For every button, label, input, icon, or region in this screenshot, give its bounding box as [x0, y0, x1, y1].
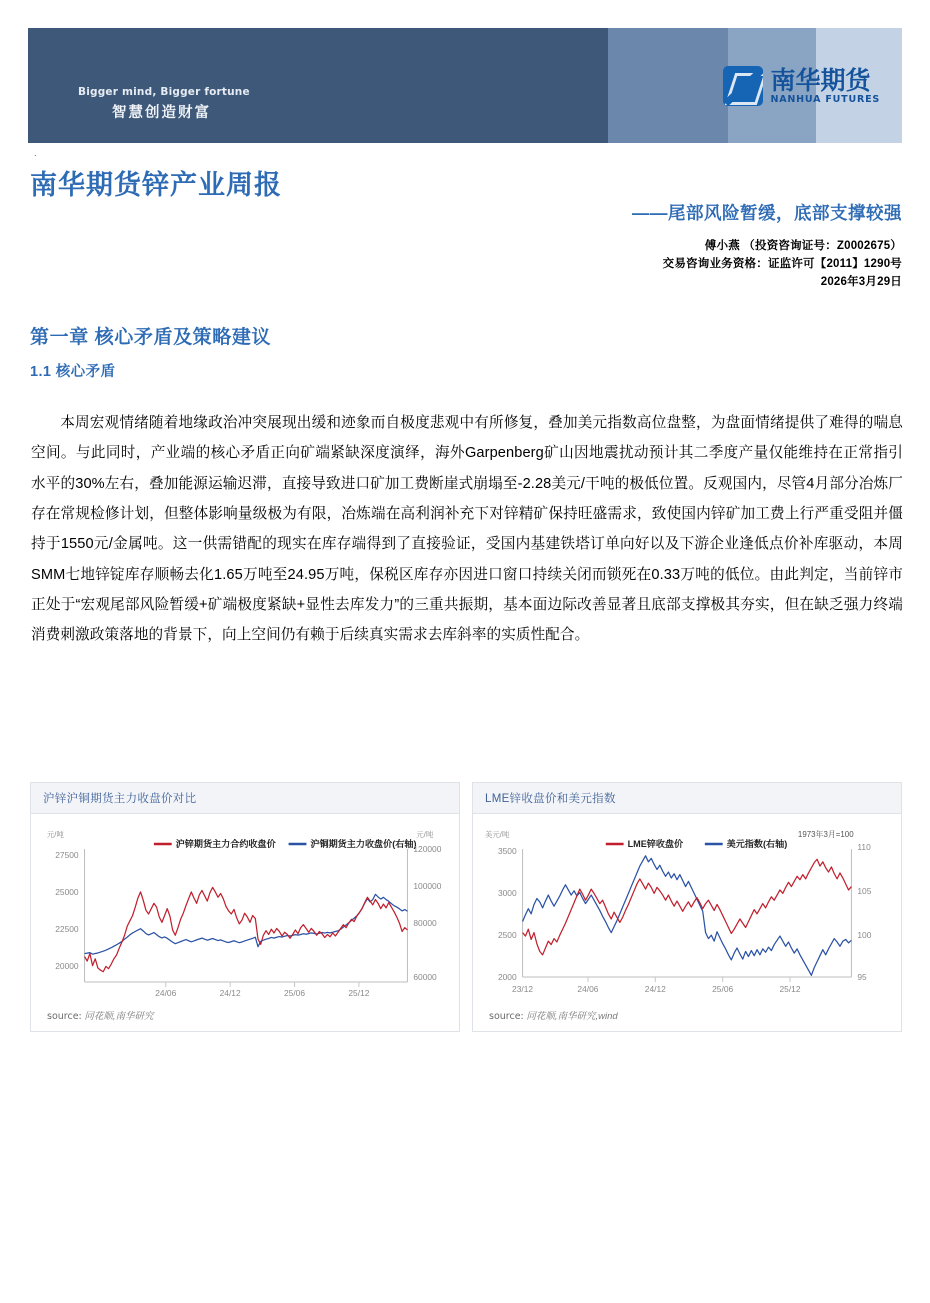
chart-card-shfe-zinc-copper — [30, 782, 460, 1032]
byline-date: 2026年3月29日 — [820, 275, 902, 288]
logo-name-english: NANHUA FUTURES — [770, 93, 880, 105]
left-axis-unit-r: 美元/吨 — [484, 829, 510, 840]
source-value-right: 同花顺,南华研究,wind — [526, 1011, 618, 1022]
ytick-rl-0: 3500 — [497, 845, 517, 857]
page-title: 南华期货锌产业周报 — [30, 170, 282, 200]
tagline-chinese: 智慧创造财富 — [112, 105, 211, 121]
chart-body-right — [473, 814, 901, 1004]
xtick-l-2: 25/06 — [284, 987, 306, 999]
ytick-rr-2: 100 — [857, 929, 872, 941]
ytick-l-0: 27500 — [55, 849, 79, 861]
chart-title-right: LME锌收盘价和美元指数 — [473, 783, 901, 814]
series-line-shfe-copper — [85, 894, 408, 954]
logo-text-block — [770, 65, 880, 105]
chart-annotation-right: 1973年3月=100 — [797, 829, 854, 840]
banner-mid-block — [608, 28, 728, 143]
ytick-l-3: 20000 — [55, 960, 79, 972]
series-line-shfe-zinc — [85, 887, 408, 971]
chart-card-lme-zinc-dxy — [472, 782, 902, 1032]
xtick-r-0: 23/12 — [512, 983, 534, 995]
byline-license: 交易咨询业务资格：证监许可【2011】1290号 — [662, 257, 902, 270]
body-paragraph: 本周宏观情绪随着地缘政治冲突展现出缓和迹象而自极度悲观中有所修复，叠加美元指数高位盘整，为盘面情绪提供了难得的喘息空间。与此同时，产业端的核心矛盾正向矿端紧缺深度演绎，海外Garpenberg矿山因地震扰动预计其二季度产量仅能维持在正常指引水平的30%左右，叠加能源运输迟滞，直接导致进口矿加工费断崖式崩塌至-2.28美元/干吨的极低位置。反观国内，尽管4月部分冶炼厂存在常规检修计划，但整体影响量级极为有限，冶炼端在高利润补充下对锌精矿保持旺盛需求，致使国内锌矿加工费上行严重受阻并僵持于1550元/金属吨。这一供需错配的现实在库存端得到了直接验证，受国内基建铁塔订单向好以及下游企业逢低点价补库驱动，本周SMM七地锌锭库存顺畅去化1.65万吨至24.95万吨，保税区库存亦因进口窗口持续关闭而锁死在0.33万吨的低位。由此判定，当前锌市正处于“宏观尾部风险暂缓+矿端极度紧缺+显性去库发力”的三重共振期，基本面边际改善显著且底部支撑极其夯实，但在缺乏强力终端消费刺激政策落地的背景下，向上空间仍有赖于后续真实需求去库斜率的实质性配合。 — [31, 415, 903, 644]
legend-label-r1: LME锌收盘价 — [627, 838, 684, 850]
byline — [663, 238, 902, 291]
ytick-rl-3: 2000 — [497, 971, 517, 983]
ytick-l-2: 22500 — [55, 923, 79, 935]
ytick-r-3: 60000 — [413, 971, 437, 983]
page-subtitle: ——尾部风险暂缓，底部支撑较强 — [632, 203, 902, 223]
chapter-heading: 第一章 核心矛盾及策略建议 — [30, 327, 272, 348]
charts-row — [30, 782, 902, 1032]
x-tick-marks-right — [588, 977, 790, 982]
legend-label-r2: 美元指数(右轴) — [726, 838, 788, 850]
series-line-lme-zinc — [523, 859, 852, 955]
header-banner — [28, 28, 902, 143]
company-logo — [723, 66, 880, 106]
ytick-rr-3: 95 — [857, 971, 867, 983]
byline-author: 傅小燕 （投资咨询证号：Z0002675） — [704, 240, 902, 252]
stray-dot-mark: . — [34, 148, 37, 158]
xtick-r-1: 24/06 — [577, 983, 599, 995]
chart-svg-right — [479, 822, 895, 1000]
subsection-heading: 1.1 核心矛盾 — [30, 364, 116, 380]
nanhua-logo-icon — [723, 66, 763, 106]
ytick-rr-0: 110 — [857, 841, 871, 853]
chart-svg-left — [37, 822, 453, 1000]
ytick-l-1: 25000 — [55, 886, 79, 898]
tagline — [78, 86, 250, 122]
source-label-right: source: — [489, 1011, 524, 1022]
ytick-r-2: 80000 — [413, 917, 437, 929]
ytick-rr-1: 105 — [857, 885, 872, 897]
source-label-left: source: — [47, 1011, 82, 1022]
xtick-l-0: 24/06 — [155, 987, 177, 999]
left-axis-unit-l: 元/吨 — [46, 829, 64, 840]
chart-source-right — [473, 1004, 901, 1031]
xtick-r-4: 25/12 — [779, 983, 801, 995]
tagline-english: Bigger mind, Bigger fortune — [78, 86, 250, 98]
x-tick-marks-left — [166, 982, 359, 987]
ytick-rl-1: 3000 — [497, 887, 517, 899]
ytick-rl-2: 2500 — [497, 929, 517, 941]
xtick-r-3: 25/06 — [712, 983, 734, 995]
ytick-r-0: 120000 — [413, 843, 442, 855]
ytick-r-1: 100000 — [413, 880, 442, 892]
series-line-dxy — [523, 856, 852, 975]
xtick-l-3: 25/12 — [348, 987, 370, 999]
xtick-r-2: 24/12 — [644, 983, 666, 995]
right-axis-unit-l: 元/吨 — [416, 829, 434, 840]
source-value-left: 同花顺,南华研究 — [84, 1011, 154, 1022]
logo-name-chinese: 南华期货 — [770, 65, 871, 95]
chart-source-left — [31, 1004, 459, 1031]
chart-title-left: 沪锌沪铜期货主力收盘价对比 — [31, 783, 459, 814]
xtick-l-1: 24/12 — [219, 987, 241, 999]
legend-label-l1: 沪锌期货主力合约收盘价 — [175, 838, 276, 850]
legend-label-l2: 沪铜期货主力收盘价(右轴) — [310, 838, 417, 850]
chart-body-left — [31, 814, 459, 1004]
